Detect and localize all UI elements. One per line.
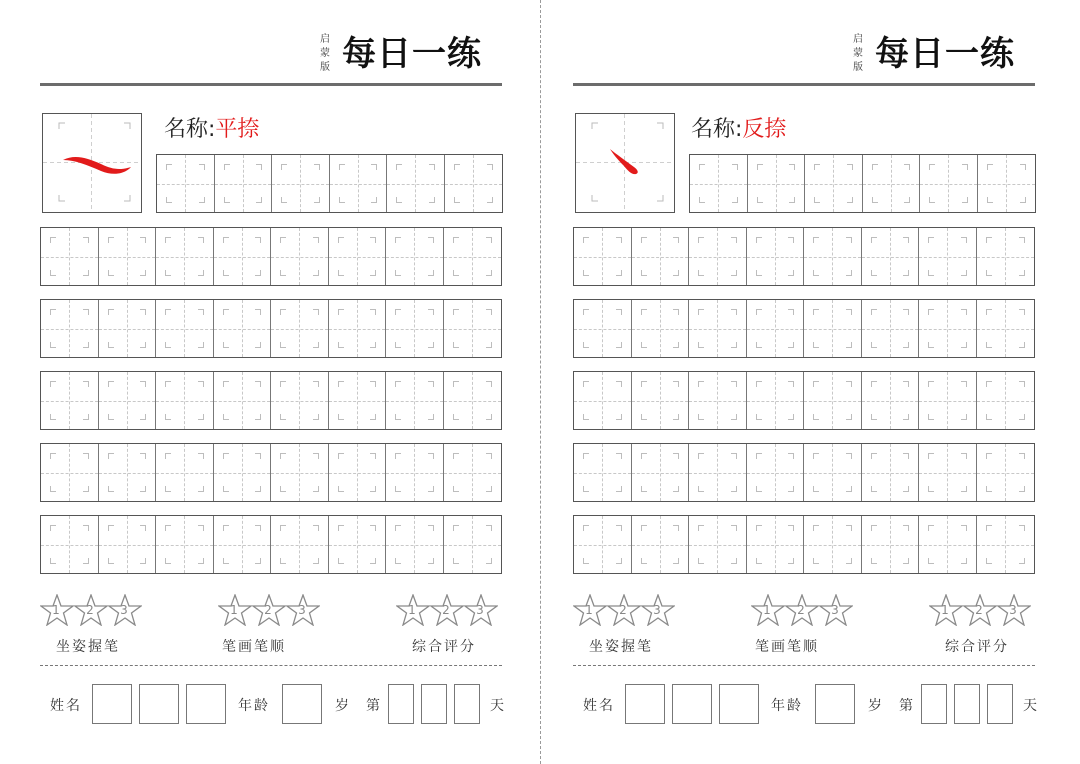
- practice-cell[interactable]: [387, 155, 445, 212]
- practice-cell[interactable]: [214, 228, 272, 285]
- day-box[interactable]: [921, 684, 947, 724]
- star-icon[interactable]: 3: [641, 594, 673, 626]
- practice-cell[interactable]: [444, 372, 502, 429]
- practice-cell[interactable]: [574, 372, 632, 429]
- practice-cell[interactable]: [41, 444, 99, 501]
- rating-overall: [929, 594, 1029, 656]
- practice-cell[interactable]: [977, 300, 1035, 357]
- practice-cell[interactable]: [99, 300, 157, 357]
- star-icon[interactable]: 2: [430, 594, 462, 626]
- practice-cell[interactable]: [805, 155, 863, 212]
- practice-cell[interactable]: [386, 444, 444, 501]
- day-ordinal-label: 第: [366, 698, 382, 714]
- header-rule: [573, 83, 1035, 86]
- star-icon[interactable]: 3: [464, 594, 496, 626]
- practice-cell[interactable]: [329, 372, 387, 429]
- practice-cell[interactable]: [632, 516, 690, 573]
- separator-dashed: [573, 665, 1035, 666]
- practice-cell[interactable]: [99, 444, 157, 501]
- practice-cell[interactable]: [271, 228, 329, 285]
- practice-row: [40, 227, 502, 286]
- name-box[interactable]: [92, 684, 132, 724]
- practice-cell[interactable]: [41, 228, 99, 285]
- age-label: 年龄: [771, 698, 803, 714]
- practice-cell[interactable]: [748, 155, 806, 212]
- day-box[interactable]: [987, 684, 1013, 724]
- name-box[interactable]: [625, 684, 665, 724]
- practice-cell[interactable]: [863, 155, 921, 212]
- header-rule: [40, 83, 502, 86]
- practice-cell[interactable]: [919, 444, 977, 501]
- practice-cell[interactable]: [99, 516, 157, 573]
- stroke-example-ping-na: [63, 157, 131, 174]
- practice-cell[interactable]: [862, 300, 920, 357]
- stroke-name-value: 反捺: [742, 117, 787, 142]
- practice-cell[interactable]: [156, 516, 214, 573]
- star-icon[interactable]: 3: [997, 594, 1029, 626]
- day-ordinal-label: 第: [899, 698, 915, 714]
- practice-cell[interactable]: [747, 372, 805, 429]
- practice-cell[interactable]: [329, 228, 387, 285]
- practice-cell[interactable]: [977, 372, 1035, 429]
- practice-cell[interactable]: [444, 228, 502, 285]
- star-icon[interactable]: 1: [929, 594, 961, 626]
- practice-cell[interactable]: [444, 444, 502, 501]
- practice-cell[interactable]: [386, 372, 444, 429]
- practice-cell[interactable]: [574, 300, 632, 357]
- age-box[interactable]: [282, 684, 322, 724]
- practice-cell[interactable]: [444, 516, 502, 573]
- rating-posture: [40, 594, 140, 656]
- rating-overall: [396, 594, 496, 656]
- practice-cell[interactable]: [919, 228, 977, 285]
- stroke-name-label: 名称:: [164, 117, 216, 142]
- practice-cell[interactable]: [747, 300, 805, 357]
- star-icon[interactable]: 3: [108, 594, 140, 626]
- practice-cell[interactable]: [99, 228, 157, 285]
- day-box[interactable]: [421, 684, 447, 724]
- star-icon[interactable]: 1: [573, 594, 605, 626]
- stroke-name-line: [691, 115, 786, 145]
- student-info: [573, 684, 1043, 724]
- practice-cell[interactable]: [862, 228, 920, 285]
- practice-row: [573, 227, 1035, 286]
- practice-cell[interactable]: [214, 300, 272, 357]
- practice-cell[interactable]: [386, 228, 444, 285]
- practice-cell[interactable]: [156, 300, 214, 357]
- practice-cell[interactable]: [977, 228, 1035, 285]
- day-label: 天: [1023, 698, 1039, 714]
- practice-cell[interactable]: [156, 228, 214, 285]
- practice-cell[interactable]: [689, 228, 747, 285]
- day-box[interactable]: [454, 684, 480, 724]
- practice-cell[interactable]: [157, 155, 215, 212]
- practice-cell[interactable]: [271, 372, 329, 429]
- rating-label: 笔画笔顺: [222, 639, 286, 655]
- practice-cell[interactable]: [689, 372, 747, 429]
- practice-cell[interactable]: [919, 300, 977, 357]
- star-icon[interactable]: 1: [751, 594, 783, 626]
- practice-row-top: [156, 154, 503, 213]
- star-icon[interactable]: 2: [74, 594, 106, 626]
- star-icon[interactable]: 2: [963, 594, 995, 626]
- stroke-name-value: 平捺: [215, 117, 260, 142]
- name-label: 姓名: [583, 698, 615, 714]
- practice-cell[interactable]: [156, 444, 214, 501]
- day-label: 天: [490, 698, 506, 714]
- practice-cell[interactable]: [215, 155, 273, 212]
- rating-label: 综合评分: [412, 639, 476, 655]
- practice-cell[interactable]: [919, 372, 977, 429]
- practice-cell[interactable]: [862, 444, 920, 501]
- practice-cell[interactable]: [214, 444, 272, 501]
- practice-cell[interactable]: [804, 372, 862, 429]
- stroke-example-fan-na: [610, 149, 638, 174]
- student-info: [40, 684, 510, 724]
- practice-cell[interactable]: [574, 228, 632, 285]
- star-icon[interactable]: 3: [819, 594, 851, 626]
- name-box[interactable]: [719, 684, 759, 724]
- practice-cell[interactable]: [386, 516, 444, 573]
- practice-row: [40, 443, 502, 502]
- name-box[interactable]: [139, 684, 179, 724]
- separator-dashed: [40, 665, 502, 666]
- star-icon[interactable]: 2: [607, 594, 639, 626]
- practice-cell[interactable]: [214, 516, 272, 573]
- practice-row-top: [689, 154, 1036, 213]
- practice-cell[interactable]: [632, 372, 690, 429]
- practice-cell[interactable]: [41, 516, 99, 573]
- practice-cell[interactable]: [689, 300, 747, 357]
- practice-cell[interactable]: [214, 372, 272, 429]
- age-label: 年龄: [238, 698, 270, 714]
- name-box[interactable]: [672, 684, 712, 724]
- practice-cell[interactable]: [329, 444, 387, 501]
- star-icon[interactable]: 2: [785, 594, 817, 626]
- practice-row: [40, 299, 502, 358]
- edition-label: 启 蒙 版: [853, 34, 863, 73]
- practice-cell[interactable]: [271, 516, 329, 573]
- practice-cell[interactable]: [330, 155, 388, 212]
- practice-cell[interactable]: [386, 300, 444, 357]
- example-character-box: [42, 113, 142, 213]
- example-character-box: [575, 113, 675, 213]
- practice-cell[interactable]: [747, 516, 805, 573]
- age-box[interactable]: [815, 684, 855, 724]
- practice-cell[interactable]: [689, 516, 747, 573]
- practice-cell[interactable]: [977, 444, 1035, 501]
- practice-row: [573, 443, 1035, 502]
- practice-cell[interactable]: [632, 300, 690, 357]
- practice-row: [40, 371, 502, 430]
- practice-cell[interactable]: [804, 228, 862, 285]
- stroke-name-label: 名称:: [691, 117, 743, 142]
- rating-stroke-order: [751, 594, 851, 656]
- practice-cell[interactable]: [919, 516, 977, 573]
- day-box[interactable]: [954, 684, 980, 724]
- practice-cell[interactable]: [977, 516, 1035, 573]
- practice-cell[interactable]: [862, 372, 920, 429]
- rating-label: 坐姿握笔: [56, 639, 120, 655]
- practice-cell[interactable]: [329, 300, 387, 357]
- star-icon[interactable]: 3: [286, 594, 318, 626]
- practice-cell[interactable]: [632, 444, 690, 501]
- rating-posture: [573, 594, 673, 656]
- star-icon[interactable]: 1: [40, 594, 72, 626]
- name-box[interactable]: [186, 684, 226, 724]
- practice-cell[interactable]: [574, 444, 632, 501]
- practice-row: [40, 515, 502, 574]
- page-divider: [540, 0, 541, 764]
- page-title: 每日一练: [875, 34, 1015, 74]
- practice-cell[interactable]: [862, 516, 920, 573]
- practice-row: [573, 371, 1035, 430]
- rating-label: 笔画笔顺: [755, 639, 819, 655]
- practice-cell[interactable]: [272, 155, 330, 212]
- day-box[interactable]: [388, 684, 414, 724]
- practice-cell[interactable]: [804, 300, 862, 357]
- practice-cell[interactable]: [271, 444, 329, 501]
- practice-cell[interactable]: [329, 516, 387, 573]
- practice-cell[interactable]: [444, 300, 502, 357]
- practice-cell[interactable]: [689, 444, 747, 501]
- practice-cell[interactable]: [41, 300, 99, 357]
- practice-cell[interactable]: [920, 155, 978, 212]
- practice-row: [573, 299, 1035, 358]
- practice-cell[interactable]: [804, 516, 862, 573]
- star-icon[interactable]: 1: [396, 594, 428, 626]
- rating-stroke-order: [218, 594, 318, 656]
- practice-cell[interactable]: [445, 155, 503, 212]
- rating-label: 综合评分: [945, 639, 1009, 655]
- practice-cell[interactable]: [156, 372, 214, 429]
- practice-cell[interactable]: [804, 444, 862, 501]
- practice-cell[interactable]: [978, 155, 1036, 212]
- name-label: 姓名: [50, 698, 82, 714]
- practice-cell[interactable]: [574, 516, 632, 573]
- star-icon[interactable]: 2: [252, 594, 284, 626]
- star-icon[interactable]: 1: [218, 594, 250, 626]
- practice-cell[interactable]: [99, 372, 157, 429]
- practice-cell[interactable]: [41, 372, 99, 429]
- worksheet-left: [40, 0, 506, 764]
- stroke-name-line: [164, 115, 259, 145]
- practice-row: [573, 515, 1035, 574]
- practice-cell[interactable]: [271, 300, 329, 357]
- rating-label: 坐姿握笔: [589, 639, 653, 655]
- practice-cell[interactable]: [690, 155, 748, 212]
- edition-label: 启 蒙 版: [320, 34, 330, 73]
- practice-cell[interactable]: [632, 228, 690, 285]
- practice-cell[interactable]: [747, 228, 805, 285]
- practice-cell[interactable]: [747, 444, 805, 501]
- years-label: 岁: [335, 698, 351, 714]
- worksheet-right: [573, 0, 1039, 764]
- years-label: 岁: [868, 698, 884, 714]
- page-title: 每日一练: [342, 34, 482, 74]
